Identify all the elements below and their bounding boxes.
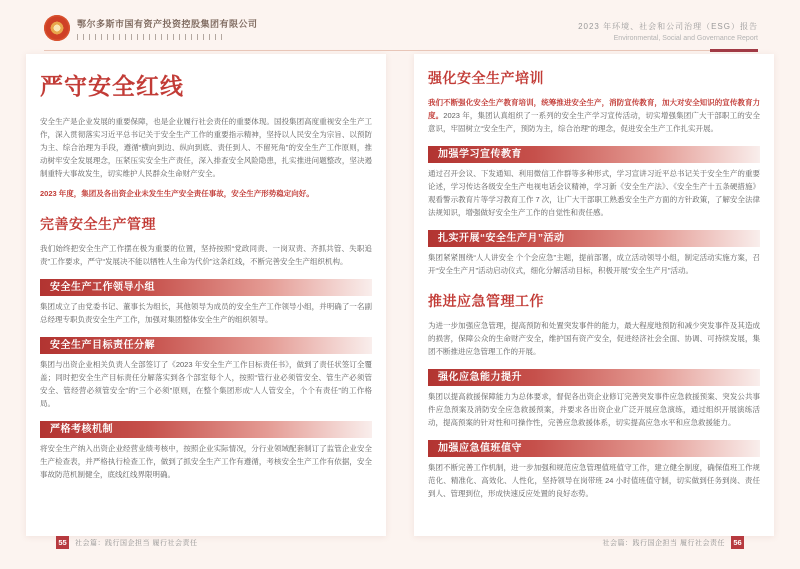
chapter-intro: 安全生产是企业发展的重要保障，也是企业履行社会责任的重要体现。国投集团高度重视安全生产工作，深入贯彻落实习近平总书记关于安全生产工作的重要指示精神，坚持以人民安全为宗旨、以预防为主、综合治理为手段，遵循“横向到边、纵向到底、责任到人、不留死角”的安全生产工作原则，推动树牢安全发展理念，压紧压实安全生产责任，深入排查安全风险隐患，扎实推进问题整改，坚决遏制重特大事故发生，切实维护人民群众生命财产安全。 <box>40 117 372 178</box>
chapter-title: 严守安全红线 <box>40 73 184 99</box>
banner-safety-month: 扎实开展“安全生产月”活动 <box>428 230 760 247</box>
header-rule <box>44 49 758 52</box>
left-page-panel <box>26 54 386 536</box>
header-rule-line <box>44 50 758 51</box>
company-brand <box>44 15 258 41</box>
page-number-right: 56 <box>731 536 744 549</box>
banner-duty-watch: 加强应急值班值守 <box>428 440 760 457</box>
footer-left <box>56 536 197 549</box>
company-emblem-icon <box>44 15 70 41</box>
banner-publicity-education-text: 通过召开会议、下发通知、利用微信工作群等多种形式，学习宣讲习近平总书记关于安全生产的重要论述，学习传达各级安全生产电视电话会议精神，学习新《安全生产法》、《安全生产十五条硬措施》观看警示教育片等学习教育工作 7 次，让广大干部职工熟悉安全生产方面的方针政策，了解安全法律法规知识，增强做好安全生产工作的自觉性和责任感。 <box>428 169 760 217</box>
section-title-training: 强化安全生产培训 <box>428 70 544 86</box>
emergency-intro: 为进一步加强应急管理，提高预防和处置突发事件的能力，最大程度地预防和减少突发事件及其造成的损害，保障公众的生命财产安全，维护国有资产安全，促进经济社会全面、协调、可持续发展，集团不断推进应急管理工作的开展。 <box>428 321 760 356</box>
section-title-safety-management: 完善安全生产管理 <box>40 216 156 232</box>
achievement-highlight: 2023 年度，集团及各出资企业未发生生产安全责任事故，安全生产形势稳定向好。 <box>40 189 314 198</box>
banner-target-responsibility-text: 集团与出资企业相关负责人全部签订了《2023 年安全生产工作目标责任书》，做到了责任状签订全覆盖；同时把安全生产目标责任分解落实到各个部室每个人，按照“管行业必须管安全、管生产必须管安全、管经营必须管安全”的“三个必须”原则，在整个集团形成“人人管安全，个个有责任”的工作格局。 <box>40 360 372 408</box>
report-title-zh: 2023 年环境、社会和公司治理（ESG）报告 <box>578 22 758 31</box>
banner-leading-group-text: 集团成立了由党委书记、董事长为组长，其他领导为成员的安全生产工作领导小组，并明确了一名副总经理专职负责安全生产工作，加强对集团整体安全生产的组织领导。 <box>40 302 372 324</box>
banner-leading-group: 安全生产工作领导小组 <box>40 279 372 296</box>
right-page-panel <box>414 54 774 536</box>
banner-duty-watch-text: 集团不断完善工作机制，进一步加强和规范应急管理值班值守工作，建立健全制度，确保值班工作规范化、精准化、高效化、人性化，坚持领导在岗带班 24 小时值班值守制，切实做到任务到岗、责任到人、管理到位，形成快速反应处置的良好态势。 <box>428 463 760 498</box>
training-intro-red: 我们不断强化安全生产教育培训，统筹推进安全生产，消防宣传教育，加大对安全知识的宣传教育力度。 <box>428 98 760 120</box>
page-number-left: 55 <box>56 536 69 549</box>
company-name-block <box>77 15 258 40</box>
training-intro-rest: 2023 年，集团认真组织了一系列的安全生产学习宣传活动，切实增强集团广大干部职工的安全意识，牢固树立“安全生产，预防为主，综合治理”的理念，促进安全生产工作扎实开展。 <box>428 111 760 133</box>
footer-label-right: 社会篇：践行国企担当 履行社会责任 <box>602 539 725 547</box>
report-title-block <box>578 15 758 42</box>
section-intro: 我们始终把安全生产工作摆在极为重要的位置，坚持按照“党政同责、一岗双责、齐抓共管、失职追责”工作要求，严守“发展决不能以牺牲人生命为代价”这条红线，不断完善安全生产组织机构。 <box>40 244 372 266</box>
mongolian-script-text <box>77 34 225 40</box>
footer-label-left: 社会篇：践行国企担当 履行社会责任 <box>75 539 198 547</box>
header-rule-accent <box>710 49 758 52</box>
training-intro <box>428 96 760 135</box>
page-header <box>0 0 800 42</box>
banner-publicity-education: 加强学习宣传教育 <box>428 146 760 163</box>
banner-emergency-capability-text: 集团以提高救援保障能力为总体要求，督促各出资企业修订完善突发事件应急救援预案、突发公共事件应急预案及消防安全应急救援预案，并要求各出资企业广泛开展应急演练，通过组织开展演练活动，提高预案的针对性和可操作性，完善应急救援体系，切实提高应急水平和应急救援能力。 <box>428 392 760 427</box>
footer-right <box>603 536 744 549</box>
banner-safety-month-text: 集团紧紧围绕“人人讲安全 个个会应急”主题，提前部署，成立活动领导小组，制定活动实施方案，召开“安全生产月”活动启动仪式，细化分解活动目标，积极开展“安全生产月”活动。 <box>428 253 760 275</box>
section-title-emergency: 推进应急管理工作 <box>428 293 544 309</box>
report-title-en: Environmental, Social and Governance Report <box>613 35 758 42</box>
banner-target-responsibility: 安全生产目标责任分解 <box>40 337 372 354</box>
company-name: 鄂尔多斯市国有资产投资控股集团有限公司 <box>77 19 258 29</box>
banner-assessment-mechanism: 严格考核机制 <box>40 421 372 438</box>
banner-emergency-capability: 强化应急能力提升 <box>428 369 760 386</box>
banner-assessment-mechanism-text: 将安全生产纳入出资企业经营业绩考核中，按照企业实际情况，分行业领域配套制订了监管企业安全生产检查表，并严格执行检查工作，做到了抓安全生产工作有遵循，考核安全生产工作有依据，安全事故防范机制健全，底线红线界限明确。 <box>40 444 372 479</box>
content-columns <box>0 52 800 536</box>
